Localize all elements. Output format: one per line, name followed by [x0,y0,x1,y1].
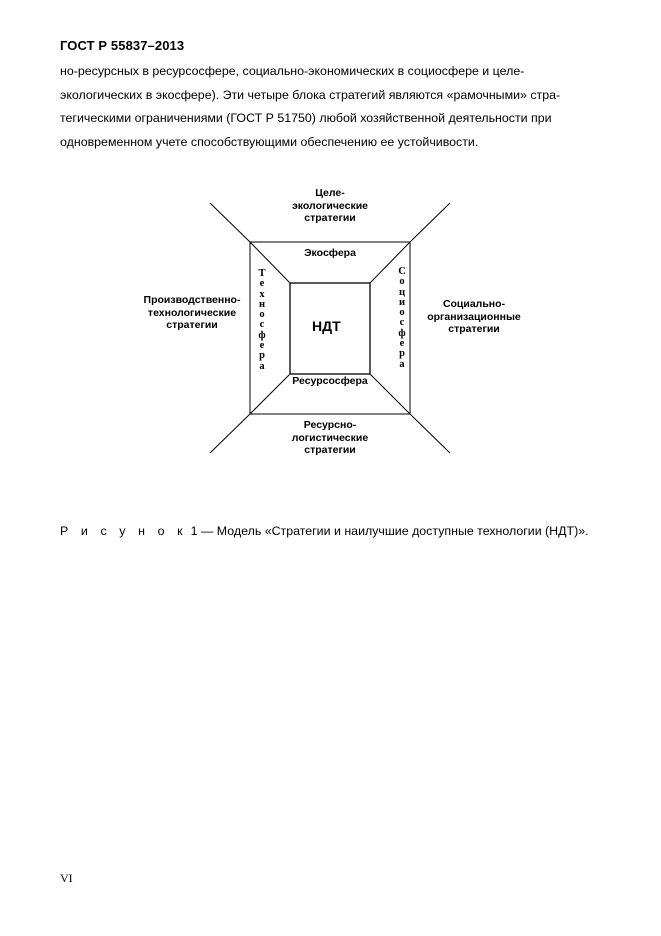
sociosphere-label [395,267,409,370]
ndt-center-label: НДТ [312,318,341,334]
diagonal-top-left-outer [210,203,250,242]
label-line: стратегии [448,323,500,335]
label-line: стратегии [166,319,218,331]
diagonal-bottom-right-outer [410,414,450,453]
ecosphere-label: Экосфера [304,247,356,259]
resource-sphere-label: Ресурсосфера [292,375,368,387]
caption-text: 1 — Модель «Стратегии и наилучшие доступные технологии (НДТ)». [187,524,589,538]
letter: р [259,350,265,362]
letter: е [399,338,405,350]
label-line: организационные [427,310,521,323]
label-line: стратегии [304,212,356,224]
letter: н [258,298,266,310]
label-line: Целе- [315,187,345,199]
paragraph-line: тегическими ограничениями (ГОСТ Р 51750) любой хозяйственной деятельности при [60,111,552,125]
label-line: экологические [291,199,369,212]
document-header: ГОСТ Р 55837–2013 [60,38,185,53]
letter: о [259,309,265,321]
figure-caption [60,524,589,538]
diagonal-bottom-left-outer [210,414,250,453]
letter: ц [398,286,406,298]
letter: а [399,358,405,370]
paragraph-line: экологических в экосфере). Эти четыре блока стратегий являются «рамочными» стра- [60,87,561,102]
technosphere-label [255,269,269,372]
label-line: стратегии [304,444,356,456]
letter: е [259,340,265,352]
left-strategies-label [133,294,251,332]
letter: Т [258,268,266,279]
letter: р [399,348,405,360]
label-line: логистические [291,431,369,444]
letter: о [399,307,405,319]
bottom-strategies-label [275,419,385,457]
letter: с [399,317,405,329]
letter: о [399,276,405,288]
letter: С [398,266,406,277]
letter: и [398,296,406,308]
label-line: технологические [147,306,237,319]
letter: ф [258,329,266,341]
right-strategies-label [413,298,535,336]
label-line: Ресурсно- [303,419,357,431]
letter: х [259,288,265,300]
caption-prefix: Р и с у н о к [60,524,188,538]
letter: с [259,319,265,331]
label-line: Социально- [442,298,506,310]
paragraph-line: одновременном учете способствующими обеспечению ее устойчивости. [60,134,479,149]
letter: а [259,360,265,372]
letter: е [259,278,265,290]
top-strategies-label [265,187,395,225]
diagonal-top-right-outer [410,203,450,242]
paragraph-line: но-ресурсных в ресурсосфере, социально-экономических в социосфере и целе- [60,64,525,78]
letter: ф [398,327,406,339]
page-number: VI [60,871,73,885]
label-line: Производственно- [143,294,241,306]
